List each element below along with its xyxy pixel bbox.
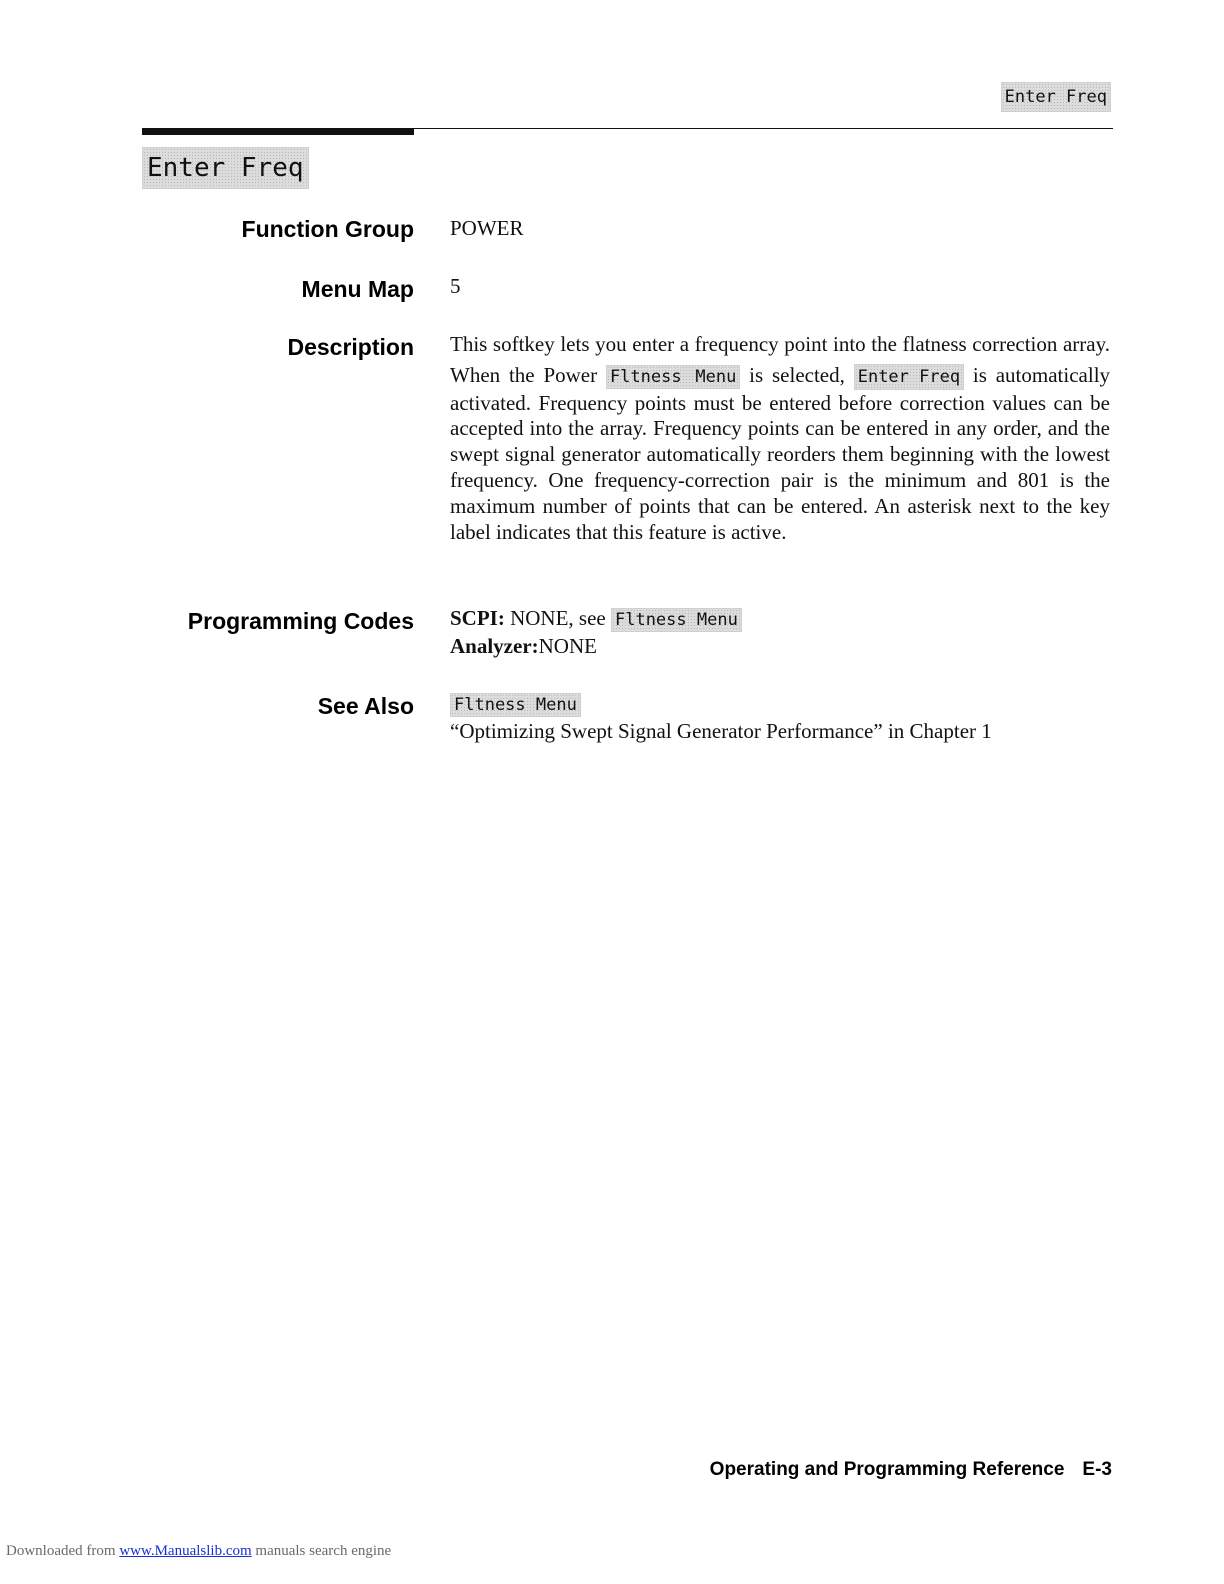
function-group-label: Function Group bbox=[241, 216, 414, 242]
analyzer-line bbox=[450, 634, 1110, 660]
footer-section-title: Operating and Programming Reference bbox=[709, 1459, 1065, 1480]
see-also-reference: “Optimizing Swept Signal Generator Performance” in Chapter 1 bbox=[450, 718, 992, 743]
description-text-3: is automatically activated. Frequency points must be entered before correction values can be accepted into the array. Frequency points can be entered in any order, and the swept signal generator automatically reorders them beginning with the lowest frequency. One frequency-correction pair is the minimum and 801 is the maximum number of points that can be entered. An asterisk next to the key label indicates that this feature is active. bbox=[450, 362, 1111, 544]
menu-map-value: 5 bbox=[450, 274, 461, 298]
menu-map-label: Menu Map bbox=[301, 276, 414, 302]
description-text-2: is selected, bbox=[749, 362, 845, 387]
see-also-label: See Also bbox=[317, 693, 414, 719]
description-body bbox=[450, 332, 1110, 545]
page-footer bbox=[710, 1457, 1112, 1483]
scpi-fltness-menu-key: Fltness Menu bbox=[611, 608, 742, 632]
description-text-1: This softkey lets you enter a frequency point into the flatness correction array. When the Power bbox=[450, 332, 1110, 387]
scpi-label: SCPI: bbox=[450, 606, 505, 630]
header-rule-thick bbox=[142, 128, 414, 135]
manualslib-link[interactable]: www.Manualslib.com bbox=[119, 1543, 252, 1559]
analyzer-label: Analyzer: bbox=[450, 633, 539, 658]
scpi-line bbox=[450, 606, 1110, 634]
download-note-suffix: manuals search engine bbox=[255, 1543, 392, 1559]
download-note bbox=[6, 1541, 391, 1561]
fltness-menu-key: Fltness Menu bbox=[606, 365, 740, 389]
programming-codes-label: Programming Codes bbox=[187, 608, 414, 634]
description-label: Description bbox=[287, 334, 414, 360]
enter-freq-key: Enter Freq bbox=[854, 364, 964, 390]
function-group-value: POWER bbox=[450, 216, 524, 240]
scpi-text: NONE, see bbox=[510, 606, 606, 630]
see-also-fltness-menu-key: Fltness Menu bbox=[450, 693, 581, 717]
see-also-body bbox=[450, 691, 1110, 745]
see-also-key-line bbox=[450, 691, 1110, 719]
page-title: Enter Freq bbox=[142, 147, 309, 189]
footer-page-number: E-3 bbox=[1082, 1459, 1112, 1480]
download-note-prefix: Downloaded from bbox=[6, 1543, 116, 1559]
analyzer-value: NONE bbox=[538, 633, 597, 658]
running-head-key: Enter Freq bbox=[1001, 82, 1111, 112]
programming-codes-body bbox=[450, 606, 1110, 660]
